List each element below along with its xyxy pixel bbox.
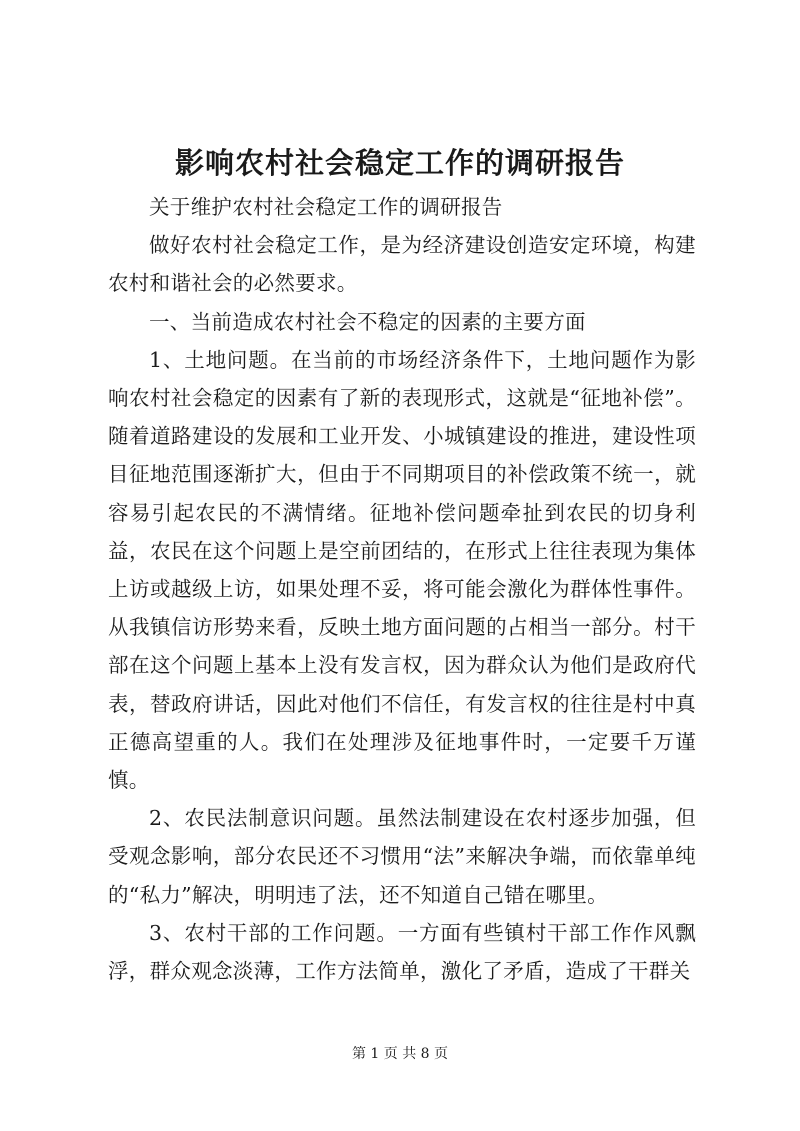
document-body [108,188,696,990]
paragraph-intro: 做好农村社会稳定工作，是为经济建设创造安定环境，构建农村和谐社会的必然要求。 [108,233,696,296]
paragraph-cadre-work: 3、农村干部的工作问题。一方面有些镇村干部工作作风飘浮，群众观念淡薄，工作方法简单，激化了矛盾，造成了干群关 [108,920,696,984]
document-title: 影响农村社会稳定工作的调研报告 [174,146,625,180]
paragraph-land-issue: 1、土地问题。在当前的市场经济条件下，土地问题作为影响农村社会稳定的因素有了新的表现形式，这就是“征地补偿”。随着道路建设的发展和工业开发、小城镇建设的推进，建设性项目征地范围逐渐扩大，但由于不同期项目的补偿政策不统一，就容易引起农民的不满情绪。征地补偿问题牵扯到农民的切身利益，农民在这个问题上是空前团结的，在形式上往往表现为集体上访或越级上访，如果处理不妥，将可能会激化为群体性事件。从我镇信访形势来看，反映土地方面问题的占相当一部分。村干部在这个问题上基本上没有发言权，因为群众认为他们是政府代表，替政府讲话，因此对他们不信任，有发言权的往往是村中真正德高望重的人。我们在处理涉及征地事件时，一定要千万谨慎。 [108,347,696,793]
paragraph-legal-awareness: 2、农民法制意识问题。虽然法制建设在农村逐步加强，但受观念影响，部分农民还不习惯用“法”来解决争端，而依靠单纯的“私力”解决，明明违了法，还不知道自己错在哪里。 [108,806,696,907]
page-footer: 第 1 页 共 8 页 [351,1046,449,1062]
paragraph-subtitle: 关于维护农村社会稳定工作的调研报告 [149,195,503,219]
paragraph-section-heading: 一、当前造成农村社会不稳定的因素的主要方面 [149,309,586,334]
